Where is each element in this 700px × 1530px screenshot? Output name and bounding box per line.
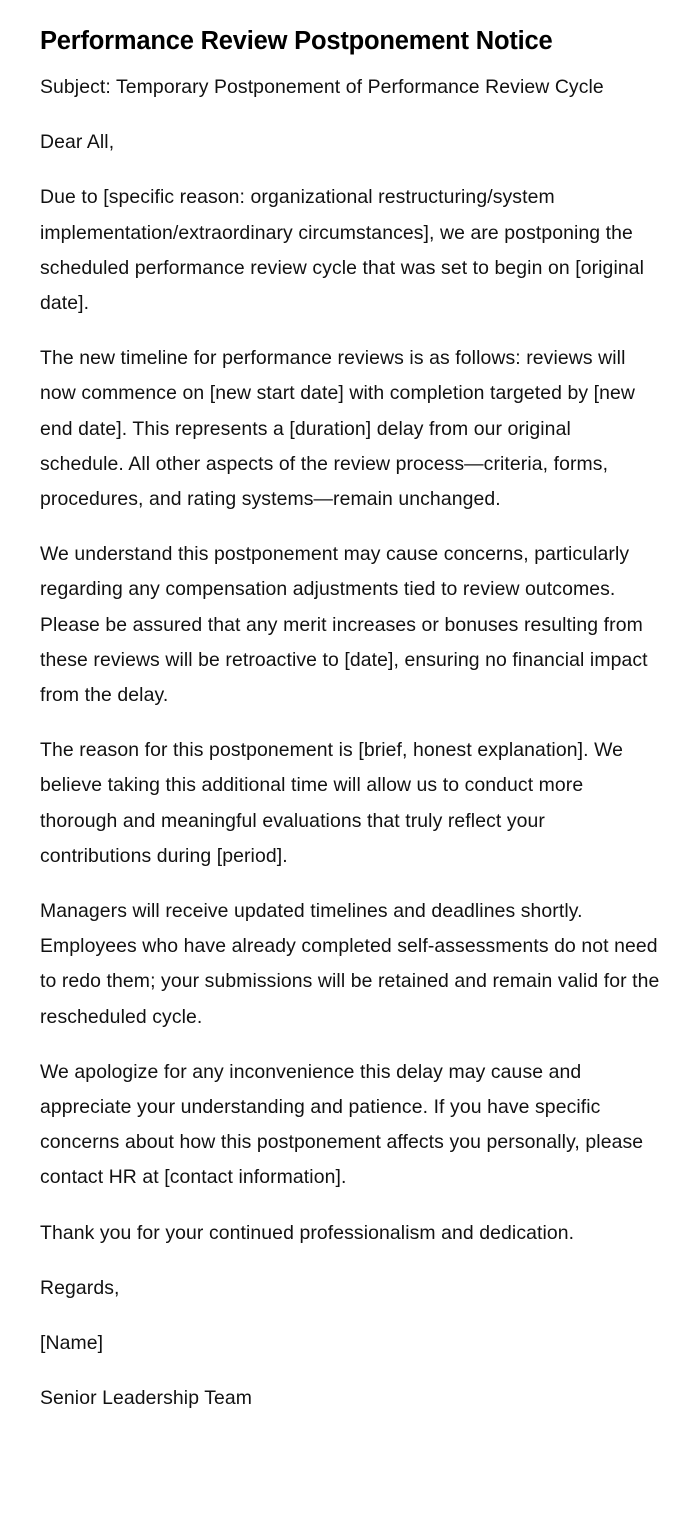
body-paragraph-explanation: The reason for this postponement is [brief, honest explanation]. We believe taking this additional time will allow us to conduct more thorough and meaningful evaluations that truly reflect your contributions during [period]. [40,739,624,867]
body-paragraph-apology: We apologize for any inconvenience this delay may cause and appreciate your understanding and patience. If you have specific concerns about how this postponement affects you personally, please contact HR at [contact information]. [40,1060,644,1189]
closing: Regards, [40,1276,120,1299]
signature-name: [Name] [40,1332,104,1355]
subject-line: Subject: Temporary Postponement of Performance Review Cycle [40,76,604,98]
body-paragraph-reason: Due to [specific reason: organizational restructuring/system implementation/extraordinary circumstances], we are postponing the scheduled performance review cycle that was set to begin on [original date]. [40,186,645,315]
body-paragraph-managers: Managers will receive updated timelines and deadlines shortly. Employees who have already completed self-assessments do not need to redo them; your submissions will be retained and remain valid for the rescheduled cycle. [40,900,660,1028]
signature-team: Senior Leadership Team [40,1387,253,1410]
greeting: Dear All, [40,131,115,154]
body-paragraph-thanks: Thank you for your continued professionalism and dedication. [40,1221,575,1244]
body-paragraph-compensation: We understand this postponement may cause concerns, particularly regarding any compensation adjustments tied to review outcomes. Please be assured that any merit increases or bonuses resulting from these reviews will be retroactive to [date], ensuring no financial impact from the delay. [40,543,648,707]
page-title: Performance Review Postponement Notice [40,27,553,55]
body-paragraph-timeline: The new timeline for performance reviews is as follows: reviews will now commence on [new start date] with completion targeted by [new end date]. This represents a [duration] delay from our original schedule. All other aspects of the review process—criteria, forms, procedures, and rating systems—remain unchanged. [40,347,635,511]
